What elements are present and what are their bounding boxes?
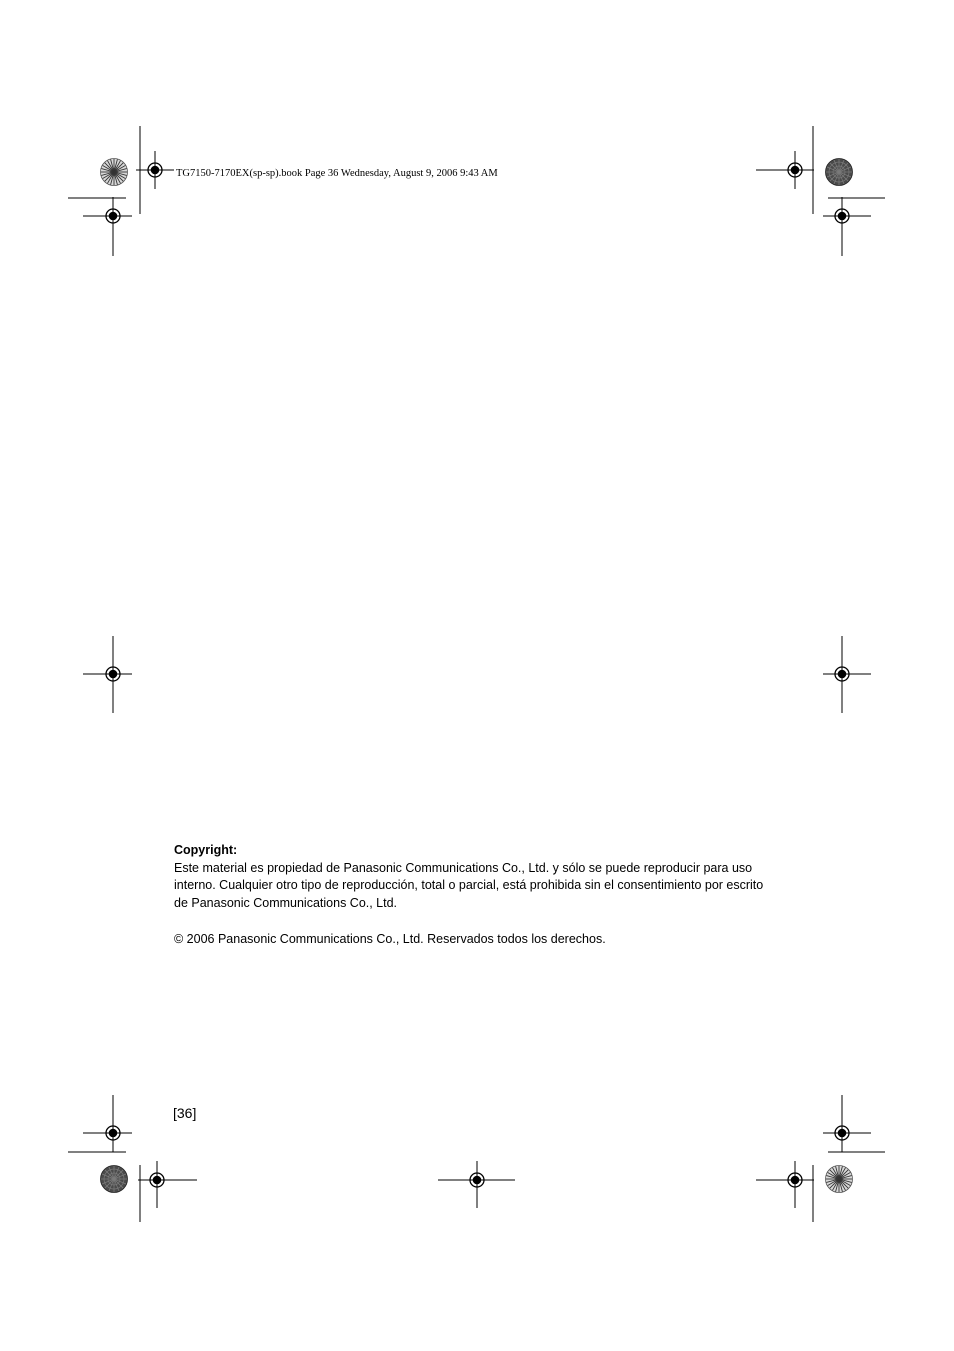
copyright-notice: © 2006 Panasonic Communications Co., Ltd. Reservados todos los derechos.	[174, 932, 606, 947]
copyright-body: Este material es propiedad de Panasonic Communications Co., Ltd. y sólo se puede reproducir para uso interno. Cualquier otro tipo de reproducción, total o parcial, está prohibida sin el consentimiento por escrito de Panasonic Communications Co., Ltd.	[174, 860, 764, 910]
copyright-section	[174, 842, 774, 949]
color-bar-wheel-icon	[826, 159, 853, 186]
color-bar-wheel-icon	[826, 1166, 853, 1193]
page-number: [36]	[173, 1105, 197, 1121]
guide-lines	[83, 155, 871, 1208]
color-bar-wheel-icon	[101, 1166, 128, 1193]
book-slug-line: TG7150-7170EX(sp-sp).book Page 36 Wednesday, August 9, 2006 9:43 AM	[176, 168, 498, 179]
copyright-heading: Copyright:	[174, 843, 238, 857]
color-bar-wheel-icon	[101, 159, 128, 186]
